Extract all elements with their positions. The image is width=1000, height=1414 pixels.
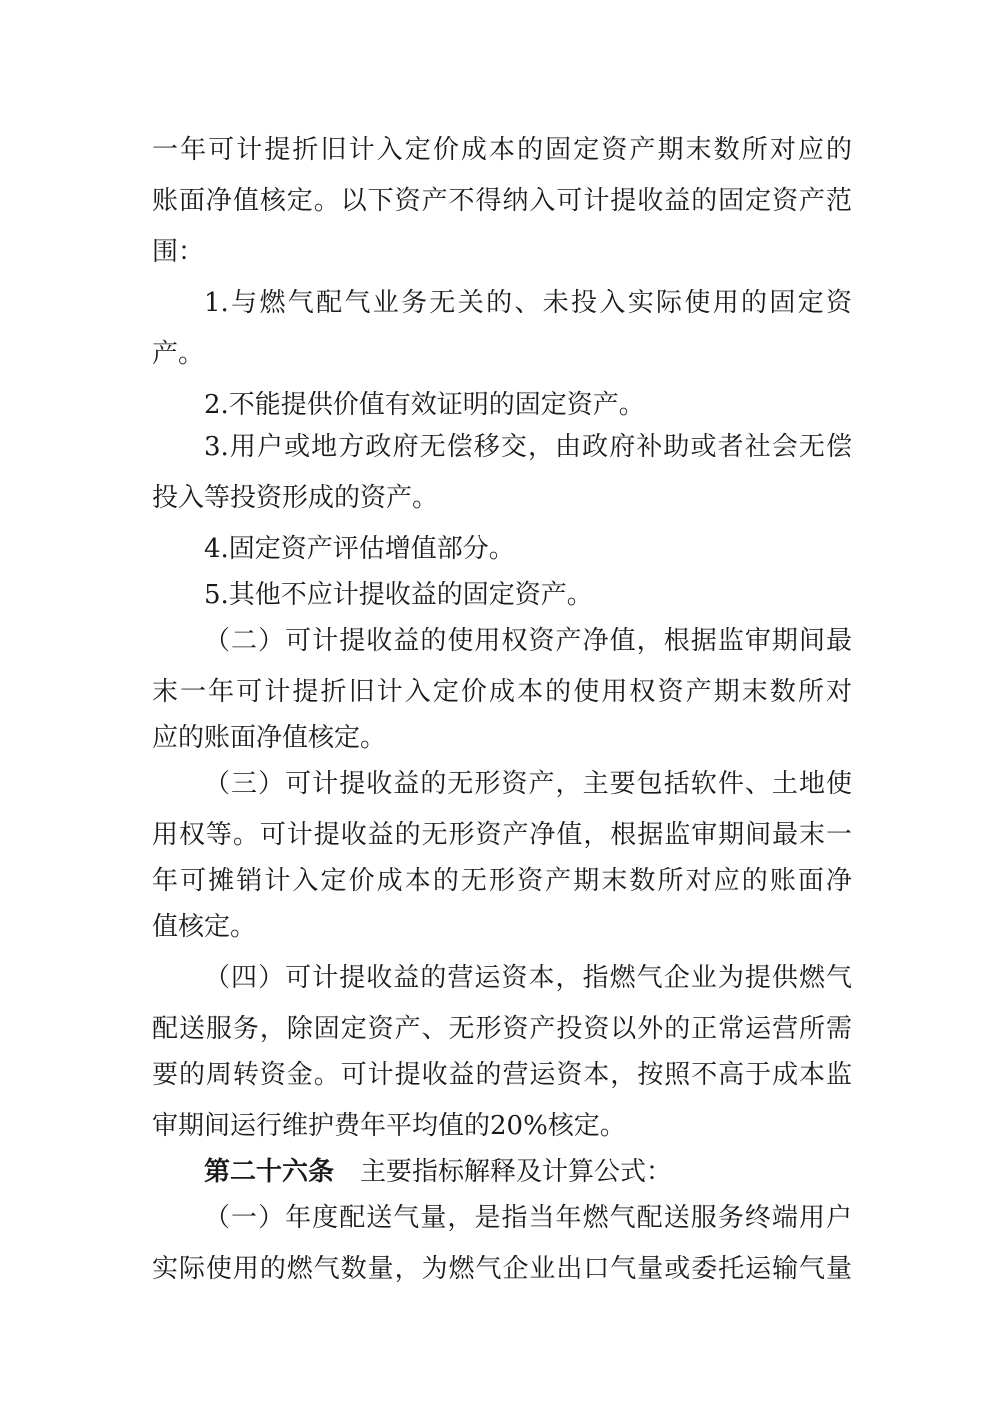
paragraph-line: （四）可计提收益的营运资本，指燃气企业为提供燃气 bbox=[204, 963, 852, 993]
article-heading bbox=[204, 1150, 852, 1194]
list-item: 3.用户或地方政府无偿移交，由政府补助或者社会无偿 bbox=[204, 432, 852, 462]
paragraph-line: （二）可计提收益的使用权资产净值，根据监审期间最 bbox=[204, 626, 852, 656]
paragraph-line: 账面净值核定。以下资产不得纳入可计提收益的固定资产范 bbox=[152, 186, 852, 216]
article-label: 第二十六条 bbox=[204, 1157, 335, 1187]
paragraph-line: 用权等。可计提收益的无形资产净值，根据监审期间最末一 bbox=[152, 820, 852, 850]
paragraph-line: 应的账面净值核定。 bbox=[152, 723, 387, 753]
paragraph-line: （三）可计提收益的无形资产，主要包括软件、土地使 bbox=[204, 769, 852, 799]
list-item: 5.其他不应计提收益的固定资产。 bbox=[204, 580, 593, 610]
paragraph-line: 末一年可计提折旧计入定价成本的使用权资产期末数所对 bbox=[152, 677, 852, 707]
paragraph-line: 围： bbox=[152, 237, 205, 267]
paragraph-line: 年可摊销计入定价成本的无形资产期末数所对应的账面净 bbox=[152, 866, 852, 896]
paragraph-line: 实际使用的燃气数量，为燃气企业出口气量或委托运输气量 bbox=[152, 1254, 852, 1284]
list-item-continuation: 产。 bbox=[152, 339, 205, 369]
list-item: 4.固定资产评估增值部分。 bbox=[204, 534, 515, 564]
paragraph-line: 要的周转资金。可计提收益的营运资本，按照不高于成本监 bbox=[152, 1060, 852, 1090]
paragraph-line: 一年可计提折旧计入定价成本的固定资产期末数所对应的 bbox=[152, 135, 852, 165]
list-item: 1.与燃气配气业务无关的、未投入实际使用的固定资 bbox=[204, 288, 852, 318]
paragraph-line: 审期间运行维护费年平均值的20%核定。 bbox=[152, 1111, 626, 1141]
paragraph-line: 配送服务，除固定资产、无形资产投资以外的正常运营所需 bbox=[152, 1014, 852, 1044]
paragraph-line: （一）年度配送气量，是指当年燃气配送服务终端用户 bbox=[204, 1203, 852, 1233]
article-title: 主要指标解释及计算公式： bbox=[360, 1157, 673, 1187]
paragraph-line: 值核定。 bbox=[152, 912, 257, 942]
list-item-continuation: 投入等投资形成的资产。 bbox=[152, 483, 439, 513]
list-item: 2.不能提供价值有效证明的固定资产。 bbox=[204, 390, 645, 420]
